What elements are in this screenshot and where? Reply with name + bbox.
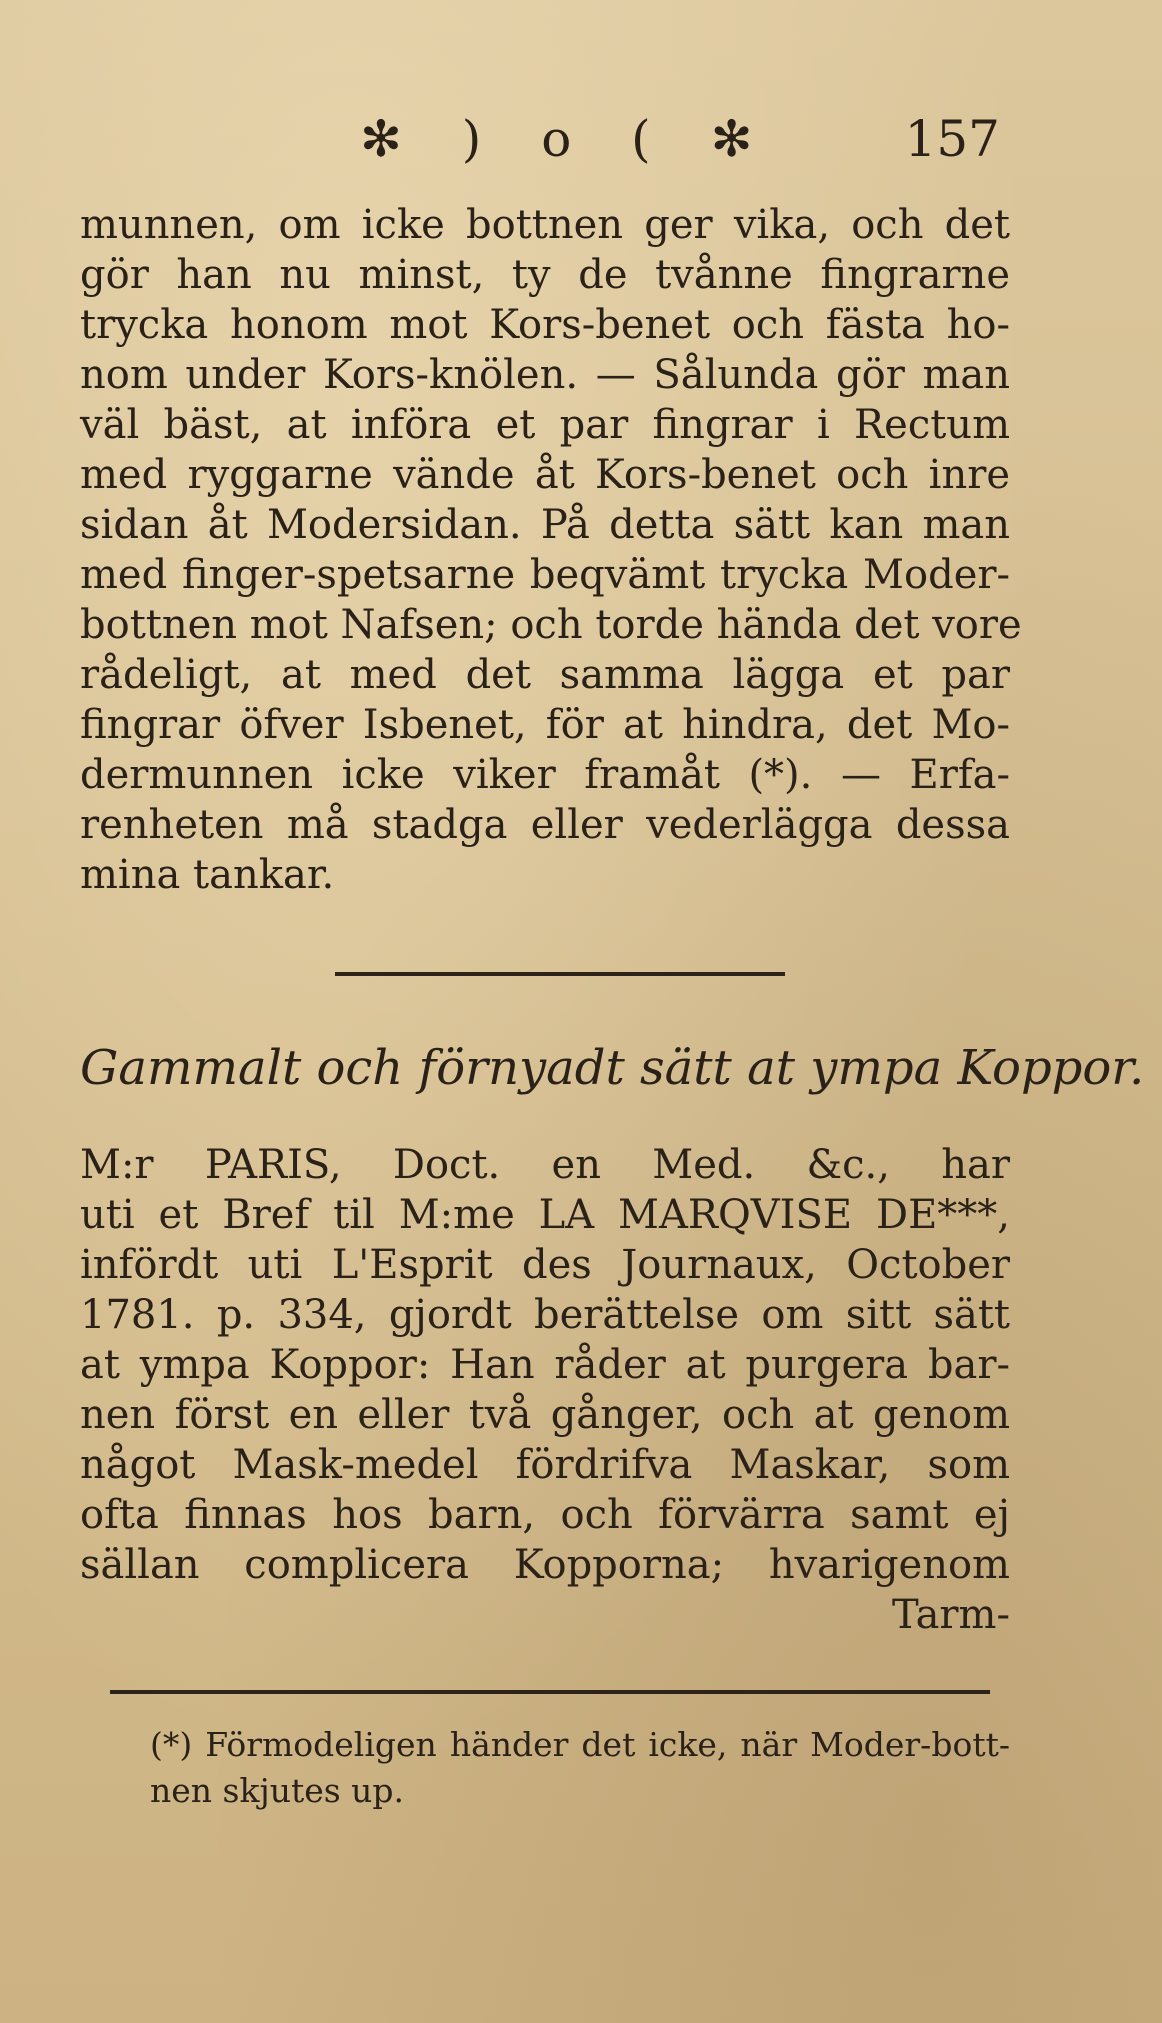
running-head: [360, 110, 1000, 180]
text-line: nom under Kors-knölen. — Sålunda gör man: [80, 352, 1010, 398]
page-number: 157: [904, 110, 1000, 168]
text-line: sällan complicera Kopporna; hvarigenom: [80, 1542, 1010, 1588]
text-line: 1781. p. 334, gjordt berättelse om sitt sätt: [80, 1292, 1010, 1338]
text-line: (*) Förmodeligen händer det icke, när Moder-bott-: [150, 1725, 1010, 1764]
text-line: väl bäst, at införa et par fingrar i Rectum: [80, 402, 1010, 448]
text-line: något Mask-medel fördrifva Maskar, som: [80, 1442, 1010, 1488]
catchword: Tarm-: [892, 1592, 1010, 1638]
text-line: nen skjutes up.: [150, 1771, 405, 1810]
text-line: med finger-spetsarne beqvämt trycka Moder-: [80, 552, 1010, 598]
text-line: mina tankar.: [80, 852, 335, 898]
text-line: munnen, om icke bottnen ger vika, och det: [80, 202, 1010, 248]
text-line: M:r PARIS, Doct. en Med. &c., har: [80, 1142, 1010, 1188]
text-line: infördt uti L'Esprit des Journaux, October: [80, 1242, 1010, 1288]
text-line: renheten må stadga eller vederlägga dessa: [80, 802, 1010, 848]
text-line: ofta finnas hos barn, och förvärra samt ej: [80, 1492, 1010, 1538]
footnote-rule: [110, 1690, 990, 1694]
footnote: [150, 1722, 1010, 1814]
section-divider: [335, 972, 785, 976]
text-line: sidan åt Modersidan. På detta sätt kan man: [80, 502, 1010, 548]
ornament: ✻ ) o ( ✻: [360, 110, 775, 168]
text-line: uti et Bref til M:me LA MARQVISE DE***,: [80, 1192, 1010, 1238]
section-heading: Gammalt och förnyadt sätt at ympa Koppor.: [80, 1040, 1145, 1096]
text-line: bottnen mot Nafsen; och torde hända det vore: [80, 602, 1022, 648]
text-line: gör han nu minst, ty de tvånne fingrarne: [80, 252, 1010, 298]
text-line: med ryggarne vände åt Kors-benet och inre: [80, 452, 1010, 498]
text-line: nen först en eller två gånger, och at genom: [80, 1392, 1010, 1438]
text-line: dermunnen icke viker framåt (*). — Erfa-: [80, 752, 1010, 798]
text-line: rådeligt, at med det samma lägga et par: [80, 652, 1010, 698]
text-line: trycka honom mot Kors-benet och fästa ho-: [80, 302, 1010, 348]
text-line: at ympa Koppor: Han råder at purgera bar-: [80, 1342, 1010, 1388]
paragraph-2: [80, 1140, 1010, 1640]
paragraph-1: [80, 200, 1022, 900]
text-line: fingrar öfver Isbenet, för at hindra, det Mo-: [80, 702, 1010, 748]
